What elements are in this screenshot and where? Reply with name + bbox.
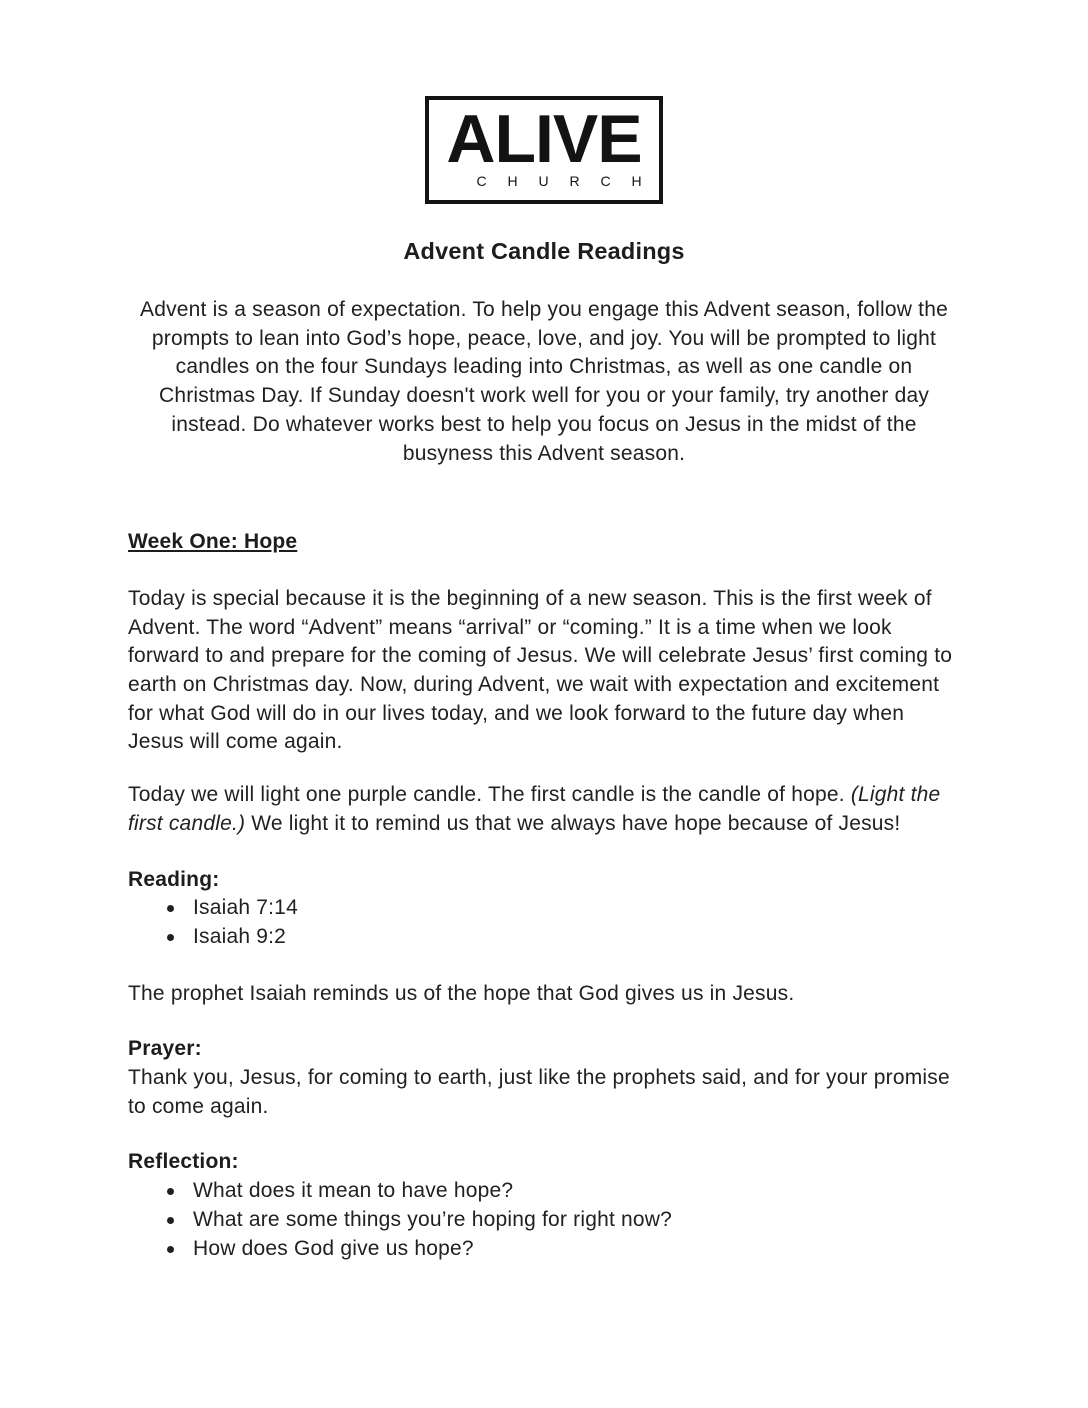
reflection-item: What are some things you’re hoping for right now?	[128, 1206, 960, 1235]
candle-lighting-text-start: Today we will light one purple candle. The first candle is the candle of hope.	[128, 783, 851, 807]
candle-lighting-text-end: We light it to remind us that we always have hope because of Jesus!	[245, 811, 901, 835]
candle-lighting-paragraph	[128, 781, 960, 838]
prayer-label: Prayer:	[128, 1037, 202, 1061]
logo-church-text: C H U R C H	[476, 172, 651, 189]
reading-note: The prophet Isaiah reminds us of the hope that God gives us in Jesus.	[128, 981, 795, 1005]
reflection-item: How does God give us hope?	[128, 1235, 960, 1264]
week-one-paragraph: Today is special because it is the beginning of a new season. This is the first week of Advent. The word “Advent” means “arrival” or “coming.” It is a time when we look forward to and prepare for the coming of Jesus. We will celebrate Jesus’ first coming to earth on Christmas day. Now, during Advent, we wait with expectation and excitement for what God will do in our lives today, and we look forward to the future day when Jesus will come again.	[128, 586, 953, 754]
alive-church-logo	[425, 96, 663, 204]
document-title: Advent Candle Readings	[403, 238, 685, 264]
reading-list	[128, 894, 960, 951]
intro-paragraph: Advent is a season of expectation. To help you engage this Advent season, follow the prompts to lean into God’s hope, peace, love, and joy. You will be prompted to light candles on the four Sundays leading into Christmas, as well as one candle on Christmas Day. If Sunday doesn't work well for you or your family, try another day instead. Do whatever works best to help you focus on Jesus in the midst of the busyness this Advent season.	[140, 298, 948, 465]
reading-item: Isaiah 7:14	[128, 894, 960, 923]
week-one-heading: Week One: Hope	[128, 530, 298, 554]
reflection-item: What does it mean to have hope?	[128, 1177, 960, 1206]
reading-item: Isaiah 9:2	[128, 923, 960, 952]
prayer-text: Thank you, Jesus, for coming to earth, just like the prophets said, and for your promise to come again.	[128, 1066, 950, 1118]
reflection-list	[128, 1177, 960, 1263]
logo-wordmark	[446, 101, 651, 189]
reflection-label: Reflection:	[128, 1150, 239, 1174]
reading-label: Reading:	[128, 867, 220, 891]
candle-lighting-instruction: (Light the first candle.)	[128, 783, 941, 835]
logo-alive-text: ALIVE	[446, 101, 642, 178]
